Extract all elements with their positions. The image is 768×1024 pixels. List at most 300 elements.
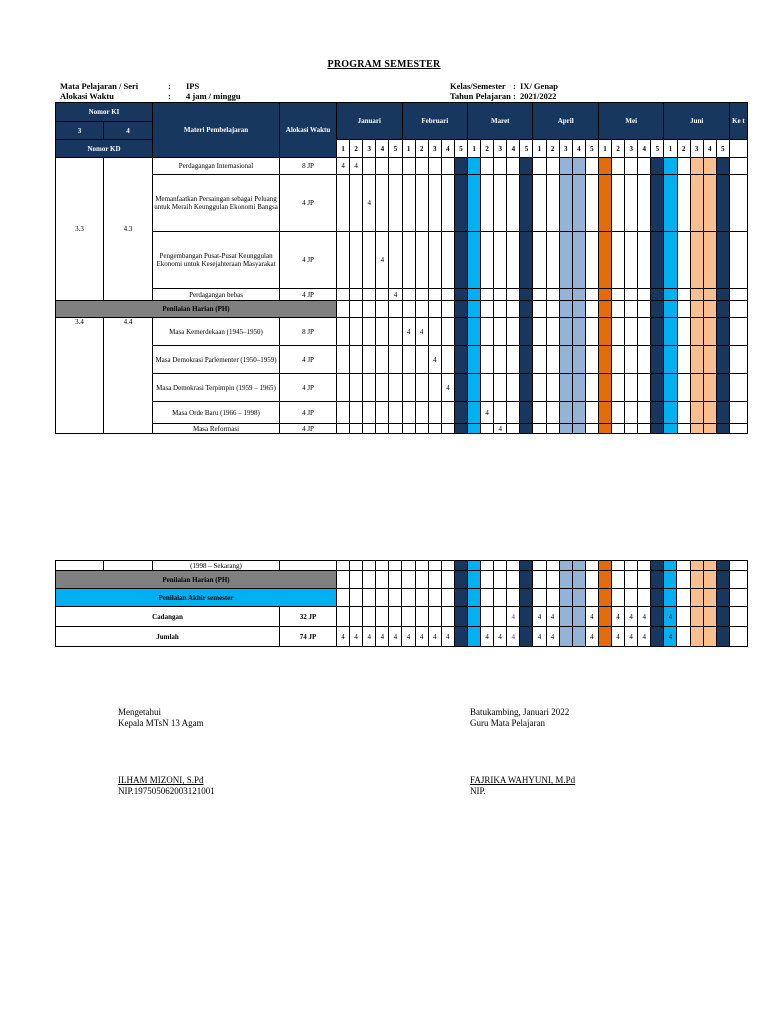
week-cell bbox=[441, 346, 454, 374]
ket-cell bbox=[729, 402, 747, 424]
week-cell: 4 bbox=[428, 346, 441, 374]
materi-header: Materi Pembelajaran bbox=[153, 103, 280, 158]
week-cell bbox=[664, 589, 677, 607]
week-cell bbox=[533, 561, 546, 571]
week-cell: 4 bbox=[363, 627, 376, 647]
week-cell bbox=[428, 318, 441, 346]
week-cell bbox=[651, 346, 664, 374]
week-cell bbox=[376, 318, 389, 346]
week-cell bbox=[664, 402, 677, 424]
week-cell bbox=[638, 301, 651, 318]
week-number: 1 bbox=[337, 140, 350, 158]
materi-cell: Masa Reformasi bbox=[153, 424, 280, 434]
week-cell: 4 bbox=[546, 627, 559, 647]
sig-right-nip: NIP. bbox=[470, 786, 486, 796]
ket-cell bbox=[729, 627, 747, 647]
week-cell bbox=[598, 318, 611, 346]
week-cell bbox=[690, 232, 703, 289]
week-cell bbox=[415, 175, 428, 232]
week-cell bbox=[559, 402, 572, 424]
week-cell bbox=[533, 301, 546, 318]
week-cell bbox=[572, 175, 585, 232]
week-cell bbox=[585, 158, 598, 175]
week-cell bbox=[494, 318, 507, 346]
week-cell bbox=[507, 175, 520, 232]
week-cell bbox=[402, 301, 415, 318]
kd3-cell: 3.3 bbox=[56, 158, 104, 301]
week-cell bbox=[363, 402, 376, 424]
sig-left-line1: Mengetahui bbox=[118, 707, 161, 717]
week-cell bbox=[415, 402, 428, 424]
week-cell bbox=[585, 374, 598, 402]
week-cell bbox=[363, 607, 376, 627]
week-cell bbox=[468, 232, 481, 289]
week-cell bbox=[350, 589, 363, 607]
week-cell bbox=[546, 318, 559, 346]
week-cell bbox=[559, 301, 572, 318]
week-cell bbox=[481, 607, 494, 627]
week-cell bbox=[441, 571, 454, 589]
week-cell bbox=[337, 424, 350, 434]
week-cell bbox=[533, 175, 546, 232]
week-cell bbox=[612, 301, 625, 318]
week-cell bbox=[494, 561, 507, 571]
week-cell bbox=[468, 374, 481, 402]
week-cell: 4 bbox=[546, 607, 559, 627]
week-cell bbox=[415, 571, 428, 589]
week-cell bbox=[612, 318, 625, 346]
week-cell: 4 bbox=[402, 318, 415, 346]
cadangan-label: Cadangan bbox=[56, 607, 280, 627]
week-cell bbox=[428, 158, 441, 175]
week-cell: 4 bbox=[389, 289, 402, 301]
ket-cell bbox=[729, 289, 747, 301]
week-cell bbox=[337, 175, 350, 232]
week-cell bbox=[376, 571, 389, 589]
week-cell bbox=[559, 627, 572, 647]
week-cell bbox=[638, 175, 651, 232]
pas-label: Penilaian Akhir semester bbox=[56, 589, 337, 607]
week-cell bbox=[454, 402, 467, 424]
week-cell bbox=[337, 589, 350, 607]
week-cell bbox=[454, 571, 467, 589]
week-cell bbox=[716, 158, 729, 175]
week-cell bbox=[572, 232, 585, 289]
week-cell bbox=[677, 374, 690, 402]
week-cell bbox=[415, 289, 428, 301]
week-cell bbox=[664, 289, 677, 301]
week-cell bbox=[402, 374, 415, 402]
week-cell bbox=[690, 346, 703, 374]
week-cell bbox=[638, 374, 651, 402]
week-cell: 4 bbox=[441, 374, 454, 402]
week-cell bbox=[454, 561, 467, 571]
ket-cell bbox=[729, 374, 747, 402]
week-cell bbox=[402, 289, 415, 301]
week-cell bbox=[376, 289, 389, 301]
week-cell bbox=[468, 289, 481, 301]
week-cell bbox=[494, 158, 507, 175]
week-cell bbox=[612, 175, 625, 232]
week-number: 3 bbox=[559, 140, 572, 158]
week-cell bbox=[664, 301, 677, 318]
tahun-colon: : bbox=[513, 91, 516, 101]
kd4-cell: 4.3 bbox=[104, 158, 153, 301]
week-cell bbox=[625, 346, 638, 374]
week-cell bbox=[337, 301, 350, 318]
week-cell bbox=[690, 289, 703, 301]
week-cell bbox=[441, 289, 454, 301]
week-cell bbox=[664, 175, 677, 232]
ket-cell bbox=[729, 232, 747, 289]
week-cell bbox=[507, 589, 520, 607]
week-cell bbox=[611, 589, 624, 607]
month-header: Februari bbox=[402, 103, 467, 140]
week-number: 3 bbox=[690, 140, 703, 158]
week-cell bbox=[441, 424, 454, 434]
week-cell bbox=[612, 424, 625, 434]
week-cell bbox=[572, 318, 585, 346]
week-number: 4 bbox=[507, 140, 520, 158]
jumlah-label: Jumlah bbox=[56, 627, 280, 647]
week-cell bbox=[546, 158, 559, 175]
week-cell bbox=[703, 289, 716, 301]
week-cell bbox=[546, 561, 559, 571]
week-cell bbox=[612, 289, 625, 301]
month-header: Maret bbox=[468, 103, 533, 140]
week-cell bbox=[468, 402, 481, 424]
week-cell bbox=[467, 561, 480, 571]
week-cell bbox=[612, 158, 625, 175]
week-cell: 4 bbox=[350, 627, 363, 647]
week-number: 1 bbox=[664, 140, 677, 158]
week-cell bbox=[559, 346, 572, 374]
week-number: 4 bbox=[638, 140, 651, 158]
jp-cell bbox=[280, 561, 337, 571]
week-cell: 4 bbox=[585, 607, 598, 627]
week-cell bbox=[533, 571, 546, 589]
week-cell bbox=[389, 607, 402, 627]
week-cell bbox=[533, 158, 546, 175]
week-cell bbox=[402, 589, 415, 607]
week-cell: 4 bbox=[507, 627, 520, 647]
week-cell bbox=[572, 158, 585, 175]
week-cell bbox=[690, 561, 703, 571]
week-cell bbox=[494, 374, 507, 402]
week-cell bbox=[494, 301, 507, 318]
week-cell bbox=[703, 318, 716, 346]
week-cell bbox=[638, 158, 651, 175]
week-cell bbox=[625, 158, 638, 175]
week-cell bbox=[598, 232, 611, 289]
week-cell bbox=[428, 561, 441, 571]
week-cell: 4 bbox=[494, 424, 507, 434]
week-cell bbox=[677, 627, 690, 647]
sig-right-line1: Batukambing, Januari 2022 bbox=[470, 707, 570, 717]
cadangan-jp: 32 JP bbox=[280, 607, 337, 627]
week-cell bbox=[507, 158, 520, 175]
week-cell bbox=[454, 301, 467, 318]
kd3-cell bbox=[56, 561, 104, 571]
week-cell bbox=[703, 402, 716, 424]
week-cell bbox=[585, 175, 598, 232]
week-cell bbox=[454, 175, 467, 232]
week-cell bbox=[507, 402, 520, 424]
week-cell bbox=[598, 561, 611, 571]
cadangan-row bbox=[56, 607, 748, 627]
week-cell bbox=[546, 232, 559, 289]
table-row bbox=[56, 346, 748, 374]
week-cell bbox=[585, 301, 598, 318]
week-cell bbox=[572, 289, 585, 301]
week-cell bbox=[428, 402, 441, 424]
kelas-label: Kelas/Semester bbox=[450, 81, 506, 91]
week-cell bbox=[585, 402, 598, 424]
week-cell bbox=[559, 175, 572, 232]
week-cell bbox=[716, 232, 729, 289]
sig-left-name: ILHAM MIZONI, S.Pd bbox=[118, 775, 204, 785]
week-cell bbox=[572, 402, 585, 424]
week-cell bbox=[376, 301, 389, 318]
week-cell bbox=[612, 402, 625, 424]
week-cell bbox=[389, 374, 402, 402]
week-cell bbox=[716, 424, 729, 434]
week-cell bbox=[598, 374, 611, 402]
week-cell: 4 bbox=[507, 607, 520, 627]
week-cell bbox=[350, 561, 363, 571]
week-number: 4 bbox=[441, 140, 454, 158]
week-cell bbox=[415, 232, 428, 289]
week-cell: 4 bbox=[585, 627, 598, 647]
week-cell bbox=[350, 346, 363, 374]
jp-cell: 4 JP bbox=[280, 402, 337, 424]
week-cell bbox=[690, 158, 703, 175]
week-number: 5 bbox=[651, 140, 664, 158]
week-cell bbox=[468, 346, 481, 374]
kd3-cell: 3.4 bbox=[56, 318, 104, 434]
sig-right-name: FAJRIKA WAHYUNI, M.Pd bbox=[470, 775, 576, 785]
week-cell bbox=[651, 232, 664, 289]
week-cell bbox=[559, 561, 572, 571]
week-number: 5 bbox=[454, 140, 467, 158]
week-cell bbox=[664, 561, 677, 571]
week-cell: 4 bbox=[402, 627, 415, 647]
week-cell bbox=[520, 318, 533, 346]
ket-cell bbox=[729, 589, 747, 607]
table-row bbox=[56, 374, 748, 402]
week-cell bbox=[651, 561, 664, 571]
week-cell bbox=[481, 289, 494, 301]
materi-cell: (1998 – Sekarang) bbox=[153, 561, 280, 571]
ki4-header: 4 bbox=[104, 122, 153, 140]
week-cell bbox=[651, 402, 664, 424]
week-cell bbox=[598, 424, 611, 434]
week-cell: 4 bbox=[494, 627, 507, 647]
week-cell bbox=[703, 374, 716, 402]
week-number: 3 bbox=[625, 140, 638, 158]
week-cell bbox=[428, 589, 441, 607]
jumlah-jp: 74 JP bbox=[280, 627, 337, 647]
week-cell bbox=[494, 175, 507, 232]
alokasi-value: 4 jam / minggu bbox=[186, 91, 241, 101]
week-cell bbox=[337, 607, 350, 627]
week-cell bbox=[454, 346, 467, 374]
week-cell bbox=[402, 561, 415, 571]
week-cell bbox=[572, 561, 585, 571]
week-cell bbox=[651, 289, 664, 301]
week-cell bbox=[454, 627, 467, 647]
nomor-kd-header: Nomor KD bbox=[56, 140, 153, 158]
week-cell bbox=[703, 571, 716, 589]
week-cell bbox=[612, 346, 625, 374]
week-cell bbox=[363, 158, 376, 175]
week-cell bbox=[337, 571, 350, 589]
week-cell bbox=[533, 424, 546, 434]
week-cell bbox=[625, 175, 638, 232]
week-number: 5 bbox=[520, 140, 533, 158]
sig-left-line2: Kepala MTsN 13 Agam bbox=[118, 718, 204, 728]
week-cell bbox=[559, 424, 572, 434]
tahun-label: Tahun Pelajaran bbox=[450, 91, 511, 101]
week-cell bbox=[350, 374, 363, 402]
week-cell bbox=[625, 301, 638, 318]
week-cell bbox=[441, 402, 454, 424]
week-cell bbox=[520, 158, 533, 175]
week-cell bbox=[337, 346, 350, 374]
week-cell bbox=[585, 289, 598, 301]
jp-cell: 4 JP bbox=[280, 424, 337, 434]
week-cell bbox=[677, 175, 690, 232]
week-cell bbox=[520, 571, 533, 589]
week-cell bbox=[585, 561, 598, 571]
week-cell bbox=[690, 402, 703, 424]
ki3-header: 3 bbox=[56, 122, 104, 140]
ket-header: Ke t bbox=[729, 103, 747, 140]
week-cell bbox=[494, 232, 507, 289]
week-cell bbox=[337, 289, 350, 301]
week-cell: 4 bbox=[664, 627, 677, 647]
week-cell: 4 bbox=[363, 175, 376, 232]
week-cell bbox=[677, 232, 690, 289]
week-cell bbox=[389, 424, 402, 434]
week-cell bbox=[363, 424, 376, 434]
week-cell bbox=[651, 607, 664, 627]
ket-cell bbox=[729, 607, 747, 627]
week-cell bbox=[664, 424, 677, 434]
week-cell bbox=[638, 289, 651, 301]
week-cell bbox=[598, 589, 611, 607]
week-cell bbox=[559, 232, 572, 289]
week-cell bbox=[520, 346, 533, 374]
week-cell bbox=[468, 301, 481, 318]
week-cell bbox=[363, 346, 376, 374]
week-number: 2 bbox=[350, 140, 363, 158]
week-cell bbox=[507, 571, 520, 589]
week-cell bbox=[651, 424, 664, 434]
week-cell bbox=[703, 158, 716, 175]
materi-cell: Perdagangan Internasional bbox=[153, 158, 280, 175]
week-cell bbox=[585, 232, 598, 289]
week-cell bbox=[651, 589, 664, 607]
week-cell bbox=[468, 175, 481, 232]
week-cell bbox=[415, 158, 428, 175]
week-cell bbox=[350, 571, 363, 589]
week-cell: 4 bbox=[337, 158, 350, 175]
week-cell bbox=[651, 301, 664, 318]
table-row bbox=[56, 175, 748, 232]
week-cell bbox=[389, 561, 402, 571]
table-row bbox=[56, 318, 748, 346]
week-cell bbox=[585, 571, 598, 589]
week-cell bbox=[428, 289, 441, 301]
week-cell bbox=[402, 346, 415, 374]
week-cell bbox=[638, 232, 651, 289]
week-cell bbox=[350, 232, 363, 289]
month-header: April bbox=[533, 103, 598, 140]
week-cell bbox=[454, 289, 467, 301]
week-cell bbox=[703, 346, 716, 374]
week-cell bbox=[611, 561, 624, 571]
week-cell bbox=[376, 374, 389, 402]
week-cell bbox=[625, 402, 638, 424]
week-cell bbox=[441, 158, 454, 175]
week-cell bbox=[494, 571, 507, 589]
week-cell bbox=[690, 589, 703, 607]
week-cell bbox=[677, 571, 690, 589]
week-cell bbox=[598, 175, 611, 232]
month-header: Januari bbox=[337, 103, 403, 140]
week-cell bbox=[481, 561, 494, 571]
week-cell bbox=[376, 607, 389, 627]
materi-cell: Pengembangan Pusat-Pusat Keunggulan Ekonomi untuk Kesejahteraan Masyarakat bbox=[153, 232, 280, 289]
week-cell bbox=[415, 607, 428, 627]
ket-cell bbox=[729, 140, 747, 158]
materi-cell: Memanfaatkan Persaingan sebagai Peluang untuk Meraih Keunggulan Ekonomi Bangsa bbox=[153, 175, 280, 232]
week-cell bbox=[572, 346, 585, 374]
week-cell bbox=[546, 402, 559, 424]
week-cell bbox=[520, 289, 533, 301]
week-cell: 4 bbox=[376, 627, 389, 647]
week-cell bbox=[389, 175, 402, 232]
week-cell bbox=[481, 158, 494, 175]
week-cell bbox=[481, 571, 494, 589]
week-cell: 4 bbox=[376, 232, 389, 289]
week-cell bbox=[703, 589, 716, 607]
week-cell bbox=[638, 318, 651, 346]
week-cell bbox=[716, 571, 729, 589]
week-cell bbox=[716, 402, 729, 424]
week-cell bbox=[337, 318, 350, 346]
week-cell bbox=[454, 158, 467, 175]
week-cell bbox=[507, 374, 520, 402]
week-cell bbox=[546, 346, 559, 374]
week-number: 5 bbox=[389, 140, 402, 158]
kd4-cell bbox=[104, 561, 153, 571]
week-cell: 4 bbox=[533, 627, 546, 647]
week-cell bbox=[363, 374, 376, 402]
week-cell bbox=[677, 289, 690, 301]
week-cell bbox=[481, 589, 494, 607]
week-number: 3 bbox=[428, 140, 441, 158]
month-header: Mei bbox=[598, 103, 663, 140]
week-cell bbox=[625, 289, 638, 301]
week-cell bbox=[611, 571, 624, 589]
week-cell bbox=[598, 289, 611, 301]
week-cell bbox=[363, 561, 376, 571]
week-cell bbox=[350, 318, 363, 346]
materi-cell: Perdagangan bebas bbox=[153, 289, 280, 301]
week-cell bbox=[716, 289, 729, 301]
